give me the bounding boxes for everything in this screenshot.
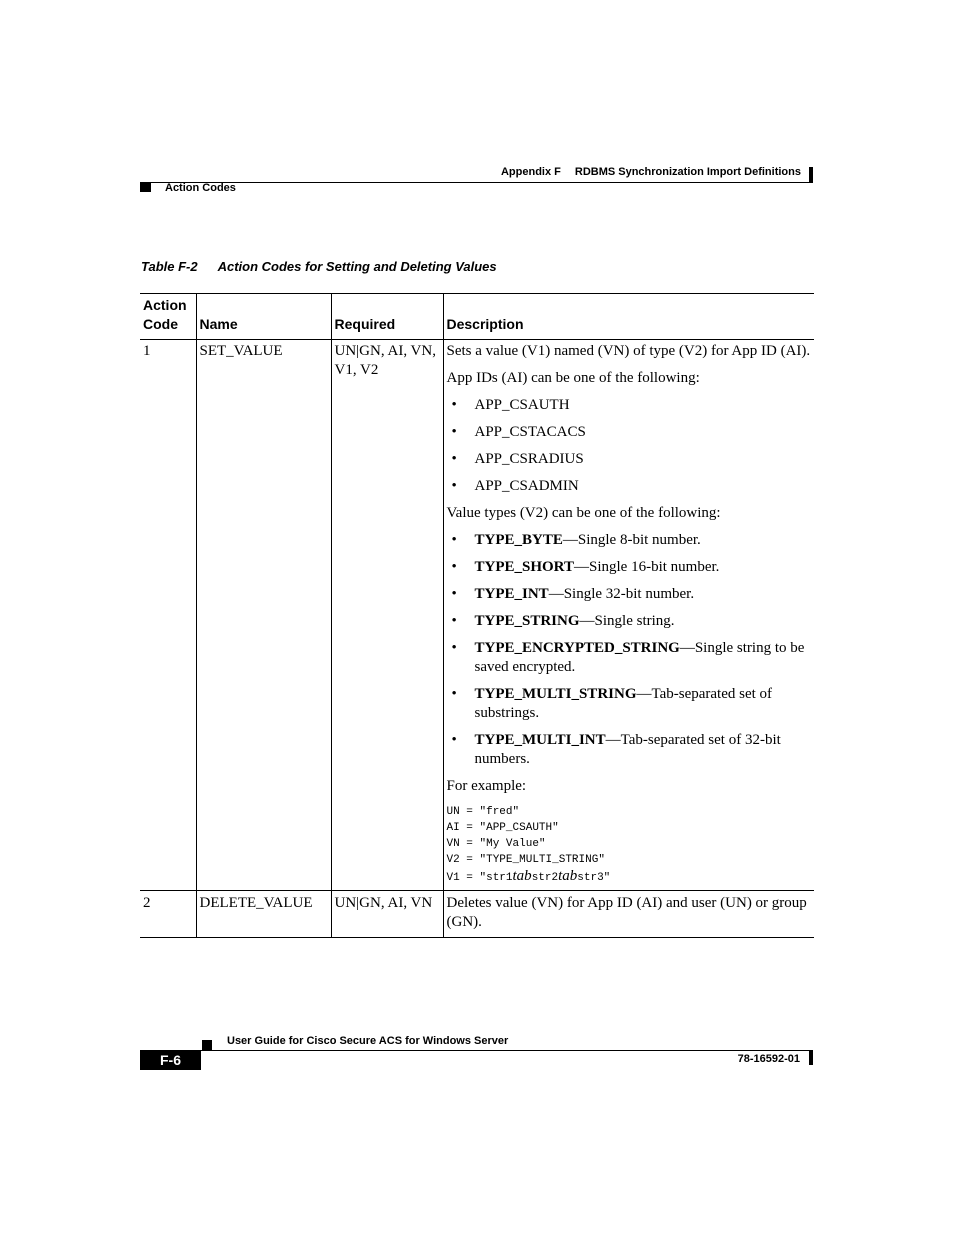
action-codes-table	[140, 293, 814, 938]
list-item: • APP_CSADMIN	[451, 478, 579, 494]
footer-rule	[140, 1050, 813, 1051]
type-term: TYPE_MULTI_INT	[474, 732, 606, 748]
table-caption-title: Action Codes for Setting and Deleting Values	[217, 259, 497, 274]
code-line: VN = "My Value"	[446, 838, 546, 850]
bullet-icon: •	[451, 478, 457, 494]
type-term: TYPE_BYTE	[474, 532, 563, 548]
bullet-icon: •	[451, 640, 457, 656]
table-row	[140, 891, 814, 938]
type-desc: —Single string to be saved encrypted.	[474, 640, 805, 675]
type-term: TYPE_ENCRYPTED_STRING	[474, 640, 680, 656]
column-header-name: Name	[196, 294, 331, 340]
tab-placeholder: tab	[558, 868, 578, 884]
description-intro: Sets a value (V1) named (VN) of type (V2) for App ID (AI).	[446, 343, 811, 359]
list-item: • APP_CSAUTH	[451, 397, 570, 413]
cell-code: 2	[140, 891, 196, 938]
cell-name: DELETE_VALUE	[196, 891, 331, 938]
type-desc: —Single 32-bit number.	[548, 586, 695, 602]
value-types-intro: Value types (V2) can be one of the following:	[446, 505, 721, 521]
chapter-title: RDBMS Synchronization Import Definitions	[574, 166, 801, 178]
tab-placeholder: tab	[512, 868, 532, 884]
example-intro: For example:	[446, 778, 527, 794]
guide-title: User Guide for Cisco Secure ACS for Windows Server	[227, 1035, 509, 1047]
bullet-icon: •	[451, 686, 457, 702]
running-header	[420, 166, 801, 178]
code-line: AI = "APP_CSAUTH"	[446, 822, 559, 834]
table-header-row	[140, 294, 814, 340]
list-item	[447, 558, 812, 577]
app-ids-list	[447, 396, 812, 496]
footer-bar	[809, 1051, 813, 1065]
column-header-action-code: Action Code	[140, 294, 196, 340]
cell-required: UN|GN, AI, VN	[331, 891, 443, 938]
type-term: TYPE_SHORT	[474, 559, 574, 575]
bullet-icon: •	[451, 559, 457, 575]
code-example	[447, 804, 812, 886]
list-item	[447, 585, 812, 604]
column-header-required: Required	[331, 294, 443, 340]
bullet-icon: •	[451, 451, 457, 467]
code-line: UN = "fred"	[446, 806, 520, 818]
list-item: • APP_CSTACACS	[451, 424, 586, 440]
column-header-description: Description	[443, 294, 814, 340]
app-ids-intro: App IDs (AI) can be one of the following:	[446, 370, 700, 386]
list-item	[447, 531, 812, 550]
cell-description: Deletes value (VN) for App ID (AI) and user (UN) or group (GN).	[443, 891, 814, 938]
code-line: V2 = "TYPE_MULTI_STRING"	[446, 854, 605, 866]
table-caption	[141, 259, 497, 274]
header-square	[140, 183, 151, 192]
type-desc: —Single string.	[579, 613, 675, 629]
footer-square	[202, 1040, 212, 1050]
header-bar	[809, 167, 813, 182]
type-desc: —Tab-separated set of 32-bit numbers.	[474, 732, 781, 767]
list-item	[447, 639, 812, 677]
header-rule	[140, 182, 813, 183]
cell-code: 1	[143, 343, 151, 359]
value-types-list	[447, 531, 812, 769]
cell-description	[443, 340, 814, 891]
type-desc: —Tab-separated set of substrings.	[474, 686, 773, 721]
list-item	[447, 685, 812, 723]
list-item	[447, 612, 812, 631]
cell-name: SET_VALUE	[196, 340, 331, 891]
bullet-icon: •	[451, 732, 457, 748]
bullet-icon: •	[451, 424, 457, 440]
type-term: TYPE_MULTI_STRING	[474, 686, 637, 702]
appendix-label: Appendix F	[500, 166, 561, 178]
bullet-icon: •	[451, 613, 457, 629]
doc-number: 78-16592-01	[737, 1053, 800, 1065]
bullet-icon: •	[451, 532, 457, 548]
table-caption-label: Table F-2	[141, 259, 198, 274]
code-line: V1 = "str1tabstr2tabstr3"	[446, 868, 611, 884]
type-desc: —Single 8-bit number.	[562, 532, 701, 548]
section-title: Action Codes	[165, 182, 236, 194]
bullet-icon: •	[451, 397, 457, 413]
table-row	[140, 340, 814, 891]
list-item: • APP_CSRADIUS	[451, 451, 584, 467]
type-desc: —Single 16-bit number.	[574, 559, 720, 575]
type-term: TYPE_INT	[474, 586, 549, 602]
bullet-icon: •	[451, 586, 457, 602]
page-number: F-6	[140, 1051, 201, 1070]
list-item	[447, 731, 812, 769]
type-term: TYPE_STRING	[474, 613, 580, 629]
cell-required: UN|GN, AI, VN, V1, V2	[331, 340, 443, 891]
